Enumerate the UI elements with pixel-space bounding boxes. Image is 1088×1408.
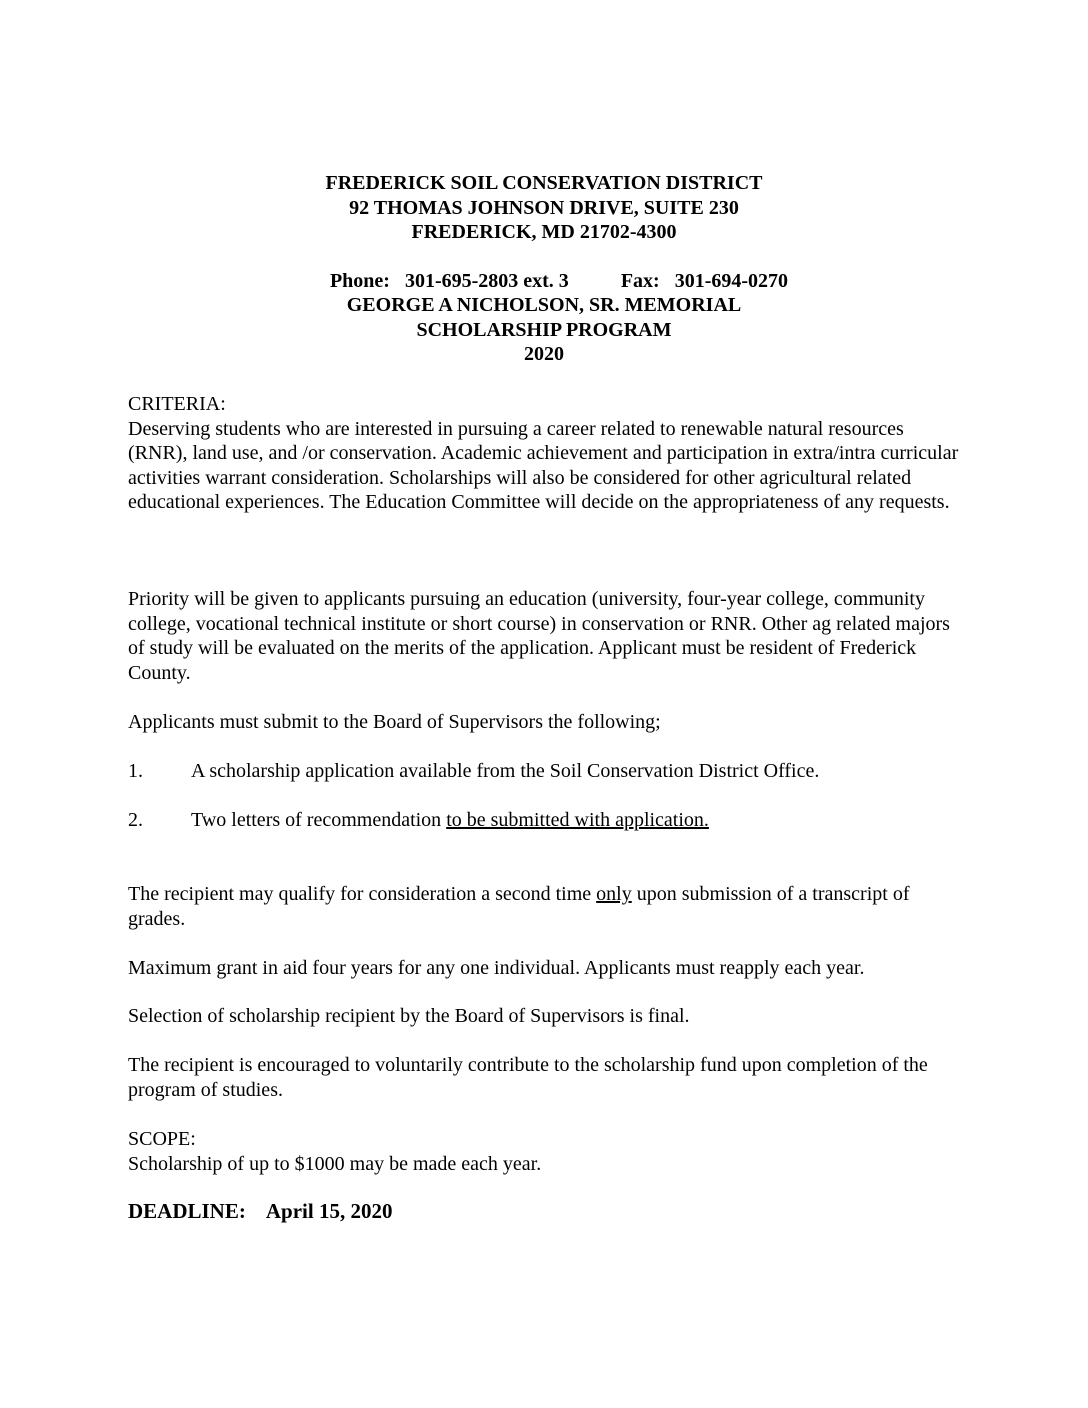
recipient-text-after: upon submission of a transcript of grades. — [128, 883, 910, 930]
phone-number: 301-695-2803 ext. 3 — [404, 270, 569, 292]
program-title-line2: SCHOLARSHIP PROGRAM — [416, 318, 672, 341]
program-title-line1: GEORGE A NICHOLSON, SR. MEMORIAL — [346, 294, 742, 316]
criteria-heading: CRITERIA: — [128, 393, 226, 415]
program-year: 2020 — [524, 343, 564, 365]
program-title — [0, 293, 1088, 367]
recipient-paragraph — [128, 882, 968, 931]
submit-intro: Applicants must submit to the Board of Supervisors the following; — [128, 711, 661, 733]
contribute-paragraph: The recipient is encouraged to voluntarily contribute to the scholarship fund upon completion of the program of studies. — [128, 1054, 928, 1101]
recipient-text-before: The recipient may qualify for consideration a second time — [128, 883, 597, 905]
criteria-text: Deserving students who are interested in pursuing a career related to renewable natural resources (RNR), land use, and /or conservation. Academic achievement and participation in extra/intra curricular activities warrant consideration. Scholarships will also be considered for other agricultural related educational experiences. The Education Committee will decide on the appropriateness of any requests. — [128, 417, 959, 513]
scope-text: Scholarship of up to $1000 may be made each year. — [128, 1152, 542, 1175]
fax-label: Fax: — [620, 270, 660, 292]
deadline-label: DEADLINE: — [128, 1199, 246, 1223]
deadline-line — [128, 1199, 392, 1224]
criteria-section — [128, 392, 968, 515]
recipient-underlined-word: only — [596, 883, 632, 905]
requirement-item — [128, 808, 709, 833]
requirement-underlined-text: to be submitted with application. — [446, 809, 709, 831]
scope-section — [128, 1127, 968, 1176]
fax-number: 301-694-0270 — [674, 270, 789, 292]
priority-paragraph: Priority will be given to applicants pursuing an education (university, four-year college, community college, vocational technical institute or short course) in conservation or RNR. Other ag related majors of study will be evaluated on the merits of the application. Applicant must be resident of Frederick County. — [128, 588, 950, 684]
deadline-date: April 15, 2020 — [265, 1199, 393, 1223]
selection-paragraph: Selection of scholarship recipient by the Board of Supervisors is final. — [128, 1005, 690, 1027]
phone-label: Phone: — [329, 270, 390, 292]
org-name: FREDERICK SOIL CONSERVATION DISTRICT — [325, 172, 763, 194]
org-address-line1: 92 THOMAS JOHNSON DRIVE, SUITE 230 — [349, 196, 739, 219]
requirement-text: A scholarship application available from the Soil Conservation District Office. — [191, 760, 820, 782]
scope-heading: SCOPE: — [128, 1128, 196, 1150]
requirement-number: 2. — [128, 809, 143, 831]
max-grant-paragraph: Maximum grant in aid four years for any one individual. Applicants must reapply each year. — [128, 957, 865, 979]
requirement-number: 1. — [128, 760, 143, 782]
requirement-text: Two letters of recommendation — [191, 809, 447, 831]
requirement-item — [128, 759, 819, 784]
org-address-line2: FREDERICK, MD 21702-4300 — [411, 221, 677, 243]
